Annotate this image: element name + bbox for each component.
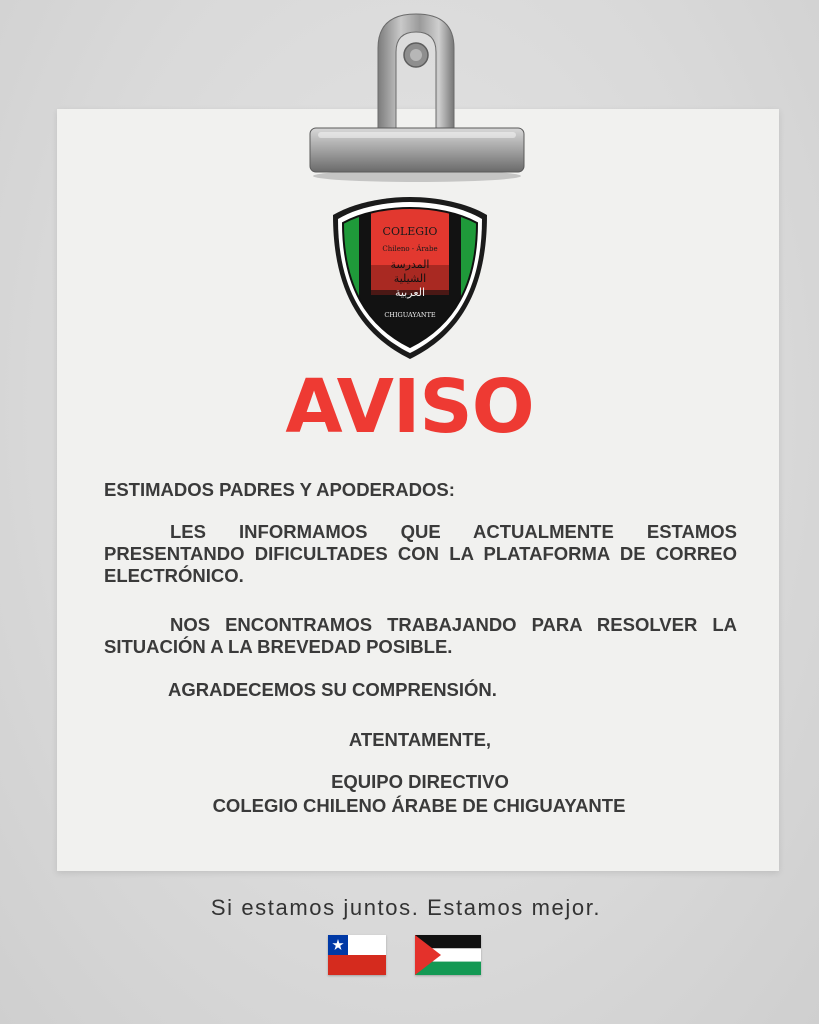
- footer-slogan: Si estamos juntos. Estamos mejor.: [210, 895, 602, 920]
- notice-paragraph-1: LES INFORMAMOS QUE ACTUALMENTE ESTAMOS PRESENTANDO DIFICULTADES CON LA PLATAFORMA DE CORREO ELECTRÓNICO.: [104, 521, 737, 586]
- crest-text-arabic-1: المدرسة: [390, 258, 430, 271]
- notice-greeting: ESTIMADOS PADRES Y APODERADOS:: [104, 479, 455, 500]
- signature-team: EQUIPO DIRECTIVO: [331, 771, 509, 792]
- crest-text-city: CHIGUAYANTE: [384, 311, 436, 319]
- crest-text-chileno-arabe: Chileno - Árabe: [382, 245, 438, 253]
- notice-closing: ATENTAMENTE,: [348, 729, 492, 750]
- chile-flag-icon: [328, 935, 386, 975]
- crest-text-arabic-2: الشيلية: [393, 272, 427, 285]
- notice-paragraph-3: AGRADECEMOS SU COMPRENSIÓN.: [168, 679, 497, 700]
- notice-heading: AVISO: [285, 364, 534, 450]
- notice-paragraph-2: NOS ENCONTRAMOS TRABAJANDO PARA RESOLVER LA SITUACIÓN A LA BREVEDAD POSIBLE.: [104, 614, 737, 657]
- crest-text-colegio: COLEGIO: [382, 225, 438, 238]
- palestine-flag-icon: [415, 935, 481, 975]
- crest-text-arabic-3: العربية: [394, 286, 426, 299]
- signature-school: COLEGIO CHILENO ÁRABE DE CHIGUAYANTE: [212, 795, 626, 816]
- binder-clip-icon: [308, 10, 526, 182]
- school-crest-logo: [331, 195, 489, 360]
